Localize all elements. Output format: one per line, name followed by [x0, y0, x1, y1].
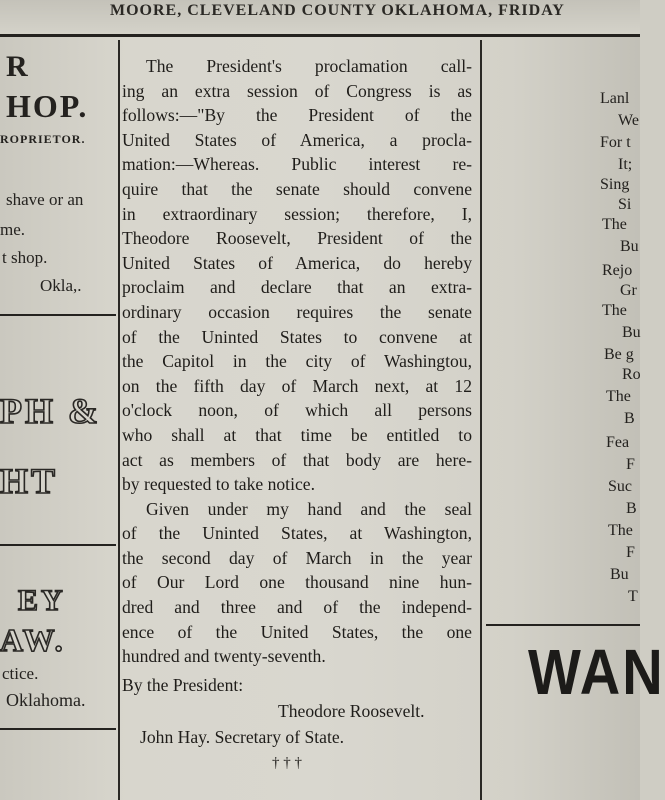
article-line: The President's proclamation call- [146, 56, 472, 76]
right-line: Suc [608, 478, 632, 495]
article-line: hundred and twenty-seventh. [122, 646, 326, 667]
ad1-line1: shave or an [6, 190, 84, 209]
ad1-name: HOP. [6, 88, 89, 124]
article-line: by requested to take notice. [122, 474, 315, 495]
right-line: Si [618, 196, 632, 213]
article-line: of the Uninted States to convene at [122, 326, 472, 347]
article-line: ing an extra session of Congress is as [122, 80, 472, 101]
right-line: T [628, 588, 638, 605]
ad1-line3: t shop. [2, 248, 48, 267]
right-line: For t [600, 134, 631, 151]
ad1-top-letter: R [6, 50, 30, 83]
article-line: mation:—Whereas. Public interest re- [122, 154, 472, 175]
right-line: Bu [610, 566, 629, 583]
ad1-line2: me. [0, 220, 26, 239]
right-line: Sing [600, 176, 630, 193]
by-the-president: By the President: [122, 674, 244, 695]
right-line: It; [618, 156, 633, 173]
right-line: The [606, 388, 631, 405]
column-rule-right [480, 40, 482, 800]
proclamation-article [122, 54, 472, 777]
right-line: Gr [620, 282, 637, 299]
left-rule-1 [0, 314, 116, 316]
article-line: follows:—"By the President of the [122, 105, 472, 126]
article-line: act as members of that body are here- [122, 449, 472, 470]
want-headline: WAN [528, 635, 665, 708]
right-line: The [608, 522, 633, 539]
right-line: Bu [620, 238, 639, 255]
left-rule-3 [0, 728, 116, 730]
article-line: of the Uninted States, at Washington, [122, 523, 472, 544]
right-line: B [626, 500, 637, 517]
ad3-line4: Oklahoma. [6, 690, 86, 710]
masthead-band [0, 0, 640, 36]
article-line: who shall at that time be entitled to [122, 424, 472, 445]
article-line: in extraordinary session; therefore, I, [122, 203, 472, 224]
right-line: F [626, 544, 635, 561]
article-line: dred and three and of the independ- [122, 597, 472, 618]
right-line: Lanl [600, 90, 630, 107]
article-line: United States of America, do hereby [122, 252, 472, 273]
article-line: Given under my hand and the seal [146, 498, 472, 519]
right-line: The [602, 216, 627, 233]
right-line: The [602, 302, 627, 319]
article-line: the Capitol in the city of Washingtou, [122, 351, 472, 372]
right-line: B [624, 410, 635, 427]
right-line: F [626, 456, 635, 473]
article-line: quire that the senate should convene [122, 178, 472, 199]
masthead-rule [0, 34, 640, 37]
right-line: Ro [622, 366, 641, 383]
article-line: on the fifth day of March next, at 12 [122, 375, 472, 396]
article-line: o'clock noon, of which all persons [122, 400, 472, 421]
masthead-dateline: MOORE, CLEVELAND COUNTY OKLAHOMA, FRIDAY [110, 2, 565, 19]
ad2-line2: HT [0, 461, 59, 501]
article-line: of Our Lord one thousand nine hun- [122, 572, 472, 593]
ornament-daggers: † † † [272, 754, 302, 771]
right-line: Rejo [602, 262, 633, 279]
right-line: Be g [604, 346, 634, 363]
right-line: Fea [606, 434, 630, 451]
article-line: United States of America, a procla- [122, 129, 472, 150]
ad3-line2: AW. [0, 622, 66, 658]
ad1-proprietor: ROPRIETOR. [0, 132, 86, 146]
ad3-line3: ctice. [2, 664, 39, 683]
signature-secretary: John Hay. Secretary of State. [140, 726, 345, 747]
ad2-line1: PH & [0, 391, 101, 431]
signature-roosevelt: Theodore Roosevelt. [278, 700, 425, 721]
right-line: We [618, 112, 639, 129]
article-line: ence of the United States, the one [122, 621, 472, 642]
ad3-line1: EY [18, 584, 66, 617]
article-line: the second day of March in the year [122, 547, 472, 568]
article-line: Theodore Roosevelt, President of the [122, 228, 472, 249]
article-line: proclaim and declare that an extra- [122, 277, 472, 298]
right-rule [486, 624, 640, 626]
ad1-line4: Okla,. [40, 276, 82, 295]
right-line: Bu [622, 324, 641, 341]
article-line: ordinary occasion requires the senate [122, 301, 472, 322]
left-rule-2 [0, 544, 116, 546]
column-rule-left [118, 40, 120, 800]
